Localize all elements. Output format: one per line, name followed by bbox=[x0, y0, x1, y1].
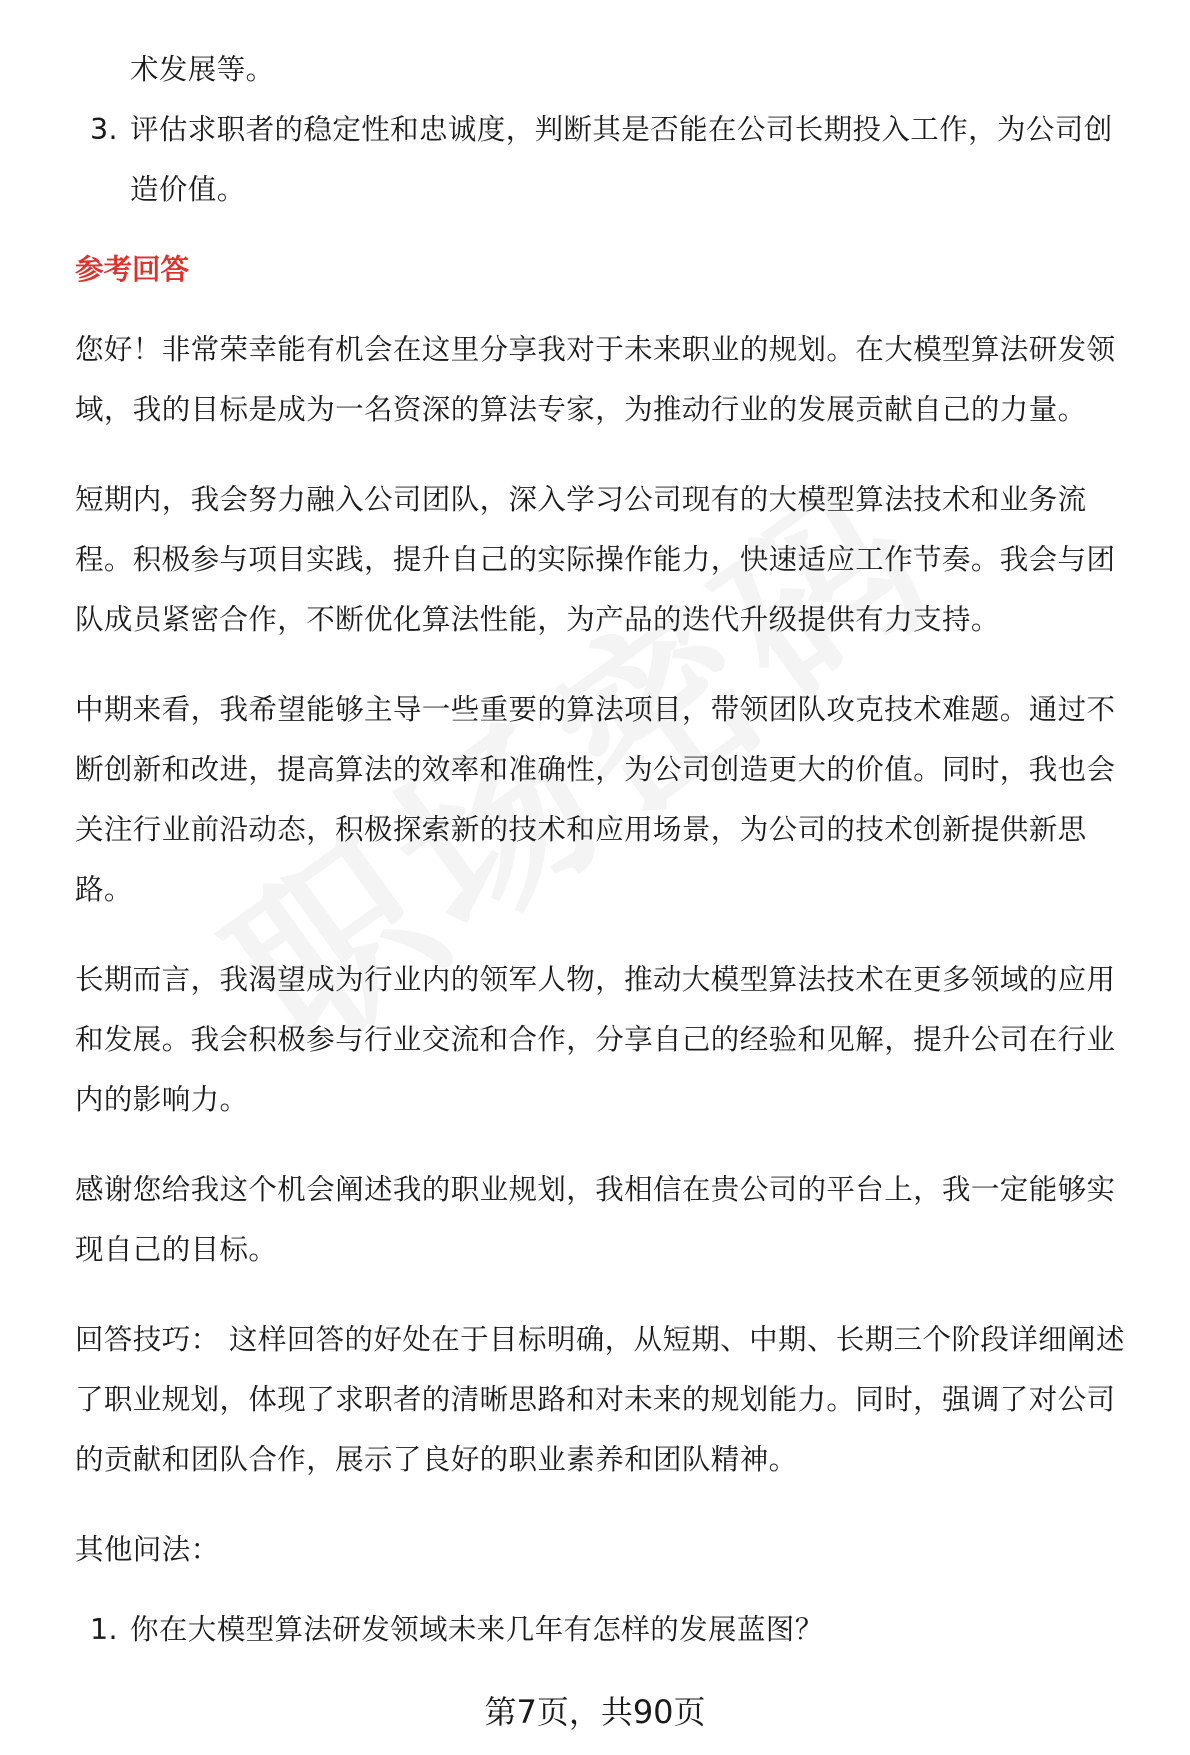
text-line: 和发展。我会积极参与行业交流和合作，分享自己的经验和见解，提升公司在行业 bbox=[75, 1023, 1116, 1056]
paragraph-mid-term bbox=[75, 680, 1165, 920]
text-line: 路。 bbox=[75, 873, 133, 906]
text-line: 短期内，我会努力融入公司团队，深入学习公司现有的大模型算法技术和业务流 bbox=[75, 483, 1087, 516]
text-line: 域，我的目标是成为一名资深的算法专家，为推动行业的发展贡献自己的力量。 bbox=[75, 393, 1087, 426]
text-line: 的贡献和团队合作，展示了良好的职业素养和团队精神。 bbox=[75, 1443, 798, 1476]
list-item-3-line-2: 造价值。 bbox=[130, 173, 246, 206]
answer-heading: 参考回答 bbox=[75, 253, 190, 286]
text-line: 您好！非常荣幸能有机会在这里分享我对于未来职业的规划。在大模型算法研发领 bbox=[75, 333, 1116, 366]
other-questions-label: 其他问法： bbox=[75, 1533, 220, 1566]
page-content bbox=[75, 40, 1165, 1660]
text-line: 了职业规划，体现了求职者的清晰思路和对未来的规划能力。同时，强调了对公司 bbox=[75, 1383, 1116, 1416]
text-line: 程。积极参与项目实践，提升自己的实际操作能力，快速适应工作节奏。我会与团 bbox=[75, 543, 1116, 576]
text-line: 内的影响力。 bbox=[75, 1083, 249, 1116]
text-line: 感谢您给我这个机会阐述我的职业规划，我相信在贵公司的平台上，我一定能够实 bbox=[75, 1173, 1116, 1206]
paragraph-long-term bbox=[75, 950, 1165, 1130]
list-number: 3. bbox=[90, 113, 118, 146]
paragraph-answer-tips bbox=[75, 1310, 1165, 1490]
text-line: 断创新和改进，提高算法的效率和准确性，为公司创造更大的价值。同时，我也会 bbox=[75, 753, 1116, 786]
list-number: 1. bbox=[90, 1613, 118, 1646]
paragraph-short-term bbox=[75, 470, 1165, 650]
paragraph-intro bbox=[75, 320, 1165, 440]
text-line: 中期来看，我希望能够主导一些重要的算法项目，带领团队攻克技术难题。通过不 bbox=[75, 693, 1116, 726]
text-line: 现自己的目标。 bbox=[75, 1233, 278, 1266]
text-line: 回答技巧： 这样回答的好处在于目标明确，从短期、中期、长期三个阶段详细阐述 bbox=[75, 1323, 1125, 1356]
list-item-3-line-1: 评估求职者的稳定性和忠诚度，判断其是否能在公司长期投入工作，为公司创 bbox=[130, 113, 1113, 146]
text-line: 长期而言，我渴望成为行业内的领军人物，推动大模型算法技术在更多领域的应用 bbox=[75, 963, 1116, 996]
text-line: 队成员紧密合作，不断优化算法性能，为产品的迭代升级提供有力支持。 bbox=[75, 603, 1000, 636]
list-item-3 bbox=[75, 100, 1165, 220]
text-line: 关注行业前沿动态，积极探索新的技术和应用场景，为公司的技术创新提供新思 bbox=[75, 813, 1087, 846]
page-footer: 第7页，共90页 bbox=[484, 1693, 706, 1731]
other-question-text: 你在大模型算法研发领域未来几年有怎样的发展蓝图？ bbox=[130, 1613, 824, 1646]
paragraph-thanks bbox=[75, 1160, 1165, 1280]
other-question-item bbox=[75, 1600, 1165, 1660]
list-item-2-continuation: 术发展等。 bbox=[130, 53, 275, 86]
